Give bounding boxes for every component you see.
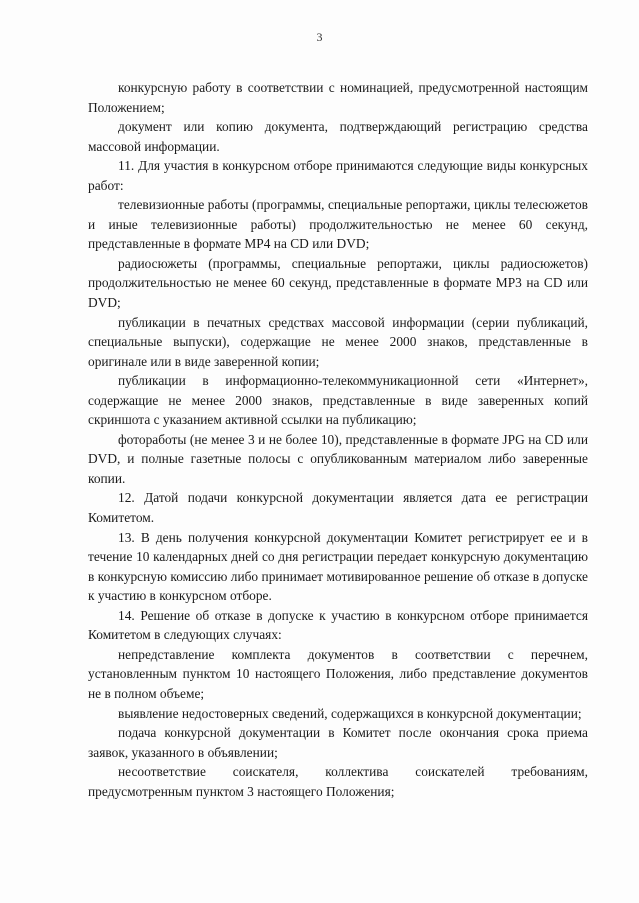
paragraph: выявление недостоверных сведений, содержащихся в конкурсной документации;: [118, 705, 582, 721]
paragraph: несоответствие соискателя, коллектива соискателей требованиям, предусмотренным пунктом 3 настоящего Положения;: [88, 764, 588, 799]
paragraph: непредставление комплекта документов в соответствии с перечнем, установленным пунктом 10 настоящего Положения, либо представление документов не в полном объеме;: [88, 646, 588, 701]
paragraph: подача конкурсной документации в Комитет после окончания срока приема заявок, указанного в объявлении;: [88, 725, 588, 760]
paragraph: 11. Для участия в конкурсном отборе принимаются следующие виды конкурсных работ:: [88, 158, 588, 193]
paragraph: 12. Датой подачи конкурсной документации является дата ее регистрации Комитетом.: [88, 490, 588, 526]
paragraph: фоторaботы (не менее 3 и не более 10), представленные в формате JPG на CD или DVD, и полные газетные полосы с опубликованным материалом либо заверенные копии.: [88, 431, 588, 486]
paragraph: радиосюжеты (программы, специальные репортажи, циклы радиосюжетов) продолжительностью не менее 60 секунд, представленные в формате MP3 на CD или DVD;: [88, 255, 588, 311]
page-number: 3: [316, 30, 323, 44]
paragraph: конкурсную работу в соответствии с номинацией, предусмотренной настоящим Положением;: [88, 80, 588, 115]
document-body: [88, 78, 588, 801]
paragraph: 14. Решение об отказе в допуске к участию в конкурсном отборе принимается Комитетом в следующих случаях:: [88, 607, 588, 643]
paragraph: публикации в печатных средствах массовой информации (серии публикаций, специальные выпуски), содержащие не менее 2000 знаков, представленные в оригинале или в виде заверенной копии;: [88, 314, 588, 369]
paragraph: документ или копию документа, подтверждающий регистрацию средства массовой информации.: [88, 119, 588, 154]
paragraph: 13. В день получения конкурсной документации Комитет регистрирует ее и в течение 10 календарных дней со дня регистрации передает конкурсную документацию в конкурсную комиссию либо принимает мотивированное решение об отказе в допуске к участию в конкурсном отборе.: [88, 529, 588, 604]
paragraph: публикации в информационно-телекоммуникационной сети «Интернет», содержащие не менее 2000 знаков, представленные в виде заверенных копий скриншота с указанием активной ссылки на публикацию;: [88, 373, 588, 428]
paragraph: телевизионные работы (программы, специальные репортажи, циклы телесюжетов и иные телевизионные работы) продолжительностью не менее 60 секунд, представленные в формате MP4 на CD или DVD;: [88, 197, 588, 252]
